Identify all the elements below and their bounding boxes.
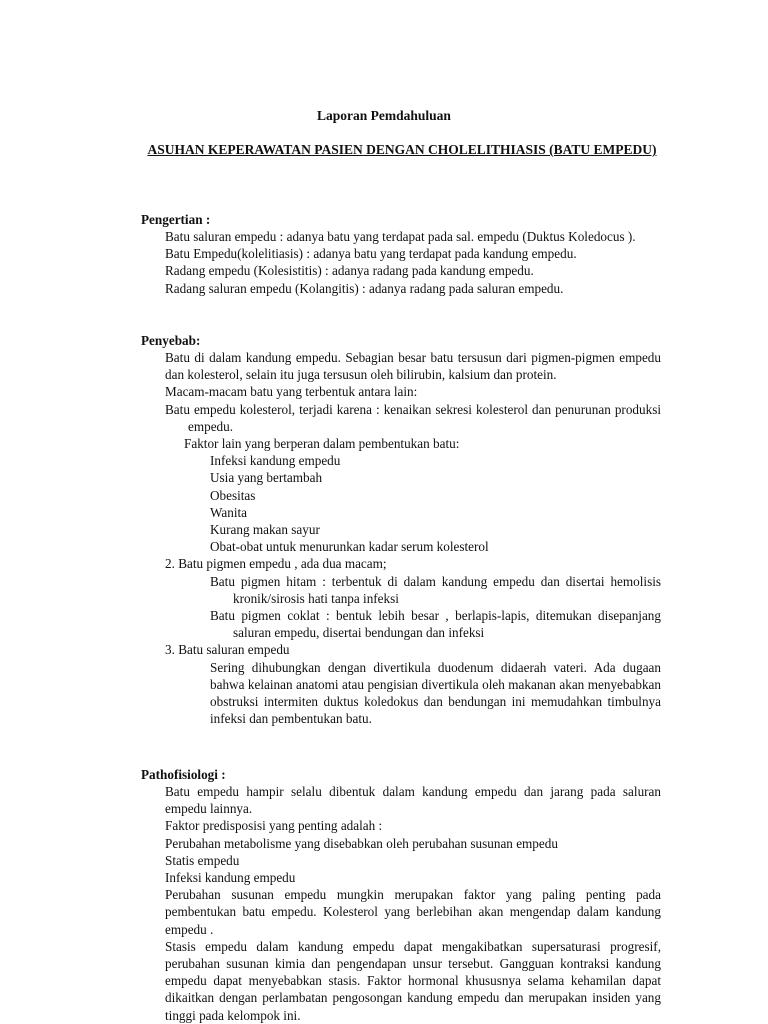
pigmen-hitam: Batu pigmen hitam : terbentuk di dalam kandung empedu dan disertai hemolisis kronik/sirosis hati tanpa infeksi: [210, 573, 661, 606]
penyebab-intro: Batu di dalam kandung empedu. Sebagian besar batu tersusun dari pigmen-pigmen empedu dan kolesterol, selain itu juga tersusun oleh bilirubin, kalsium dan protein.: [165, 350, 661, 383]
heading-pengertian: Pengertian :: [141, 212, 211, 227]
faktor-item: Obesitas: [210, 487, 256, 503]
section-pathofisiologi: [0, 783, 768, 1024]
saluran-text: Sering dihubungkan dengan divertikula duodenum didaerah vateri. Ada dugaan bahwa kelainan anatomi atau pengisian divertikula oleh makanan akan menyebabkan obstruksi intermiten duktus koledokus dan bendungan ini memudahkan timbulnya infeksi dan pembentukan batu.: [210, 659, 661, 727]
penyebab-faktor-lain: Faktor lain yang berperan dalam pembentukan batu:: [184, 436, 460, 452]
section-pengertian: [0, 228, 768, 297]
patho-paragraph: Infeksi kandung empedu: [165, 870, 296, 886]
pigmen-coklat: Batu pigmen coklat : bentuk lebih besar , berlapis-lapis, ditemukan disepanjang saluran empedu, disertai bendungan dan infeksi: [210, 608, 661, 641]
penyebab-pigmen: 2. Batu pigmen empedu , ada dua macam;: [165, 556, 387, 572]
heading-penyebab: Penyebab:: [141, 333, 201, 348]
penyebab-kolesterol: Batu empedu kolesterol, terjadi karena : kenaikan sekresi kolesterol dan penurunan produksi empedu.: [165, 401, 661, 434]
pengertian-item: Radang empedu (Kolesistitis) : adanya radang pada kandung empedu.: [165, 263, 534, 279]
patho-paragraph: Perubahan susunan empedu mungkin merupakan faktor yang paling penting pada pembentukan batu empedu. Kolesterol yang berlebihan akan mengendap dalam kandung empedu .: [165, 887, 661, 937]
faktor-item: Kurang makan sayur: [210, 522, 320, 538]
patho-paragraph: Stasis empedu dalam kandung empedu dapat mengakibatkan supersaturasi progresif, perubahan susunan kimia dan pengendapan unsur tersebut. Gangguan kontraksi kandung empedu dapat menyebabkan stasis. Faktor hormonal khususnya selama kehamilan dapat dikaitkan dengan perlambatan pengosongan kandung empedu dan merupakan insiden yang tinggi pada kelompok ini.: [165, 938, 661, 1023]
faktor-item: Obat-obat untuk menurunkan kadar serum kolesterol: [210, 539, 489, 555]
document-title: Laporan Pemdahuluan: [317, 108, 451, 123]
patho-paragraph: Perubahan metabolisme yang disebabkan oleh perubahan susunan empedu: [165, 835, 558, 851]
pengertian-item: Batu Empedu(kolelitiasis) : adanya batu yang terdapat pada kandung empedu.: [165, 246, 577, 262]
pengertian-item: Batu saluran empedu : adanya batu yang terdapat pada sal. empedu (Duktus Koledocus ).: [165, 229, 636, 244]
faktor-item: Usia yang bertambah: [210, 470, 323, 486]
penyebab-macam: Macam-macam batu yang terbentuk antara lain:: [165, 384, 418, 400]
pengertian-item: Radang saluran empedu (Kolangitis) : adanya radang pada saluran empedu.: [165, 280, 564, 296]
faktor-item: Wanita: [210, 504, 248, 520]
heading-pathofisiologi: Pathofisiologi :: [141, 767, 226, 782]
faktor-item: Infeksi kandung empedu: [210, 453, 341, 469]
section-penyebab: [0, 349, 768, 727]
patho-paragraph: Statis empedu: [165, 852, 240, 868]
faktor-list: [210, 452, 661, 555]
penyebab-saluran: 3. Batu saluran empedu: [165, 642, 290, 658]
patho-paragraph: Batu empedu hampir selalu dibentuk dalam kandung empedu dan jarang pada saluran empedu lainnya.: [165, 784, 661, 817]
patho-paragraph: Faktor predisposisi yang penting adalah :: [165, 818, 383, 834]
main-title: ASUHAN KEPERAWATAN PASIEN DENGAN CHOLELITHIASIS (BATU EMPEDU): [147, 142, 657, 157]
